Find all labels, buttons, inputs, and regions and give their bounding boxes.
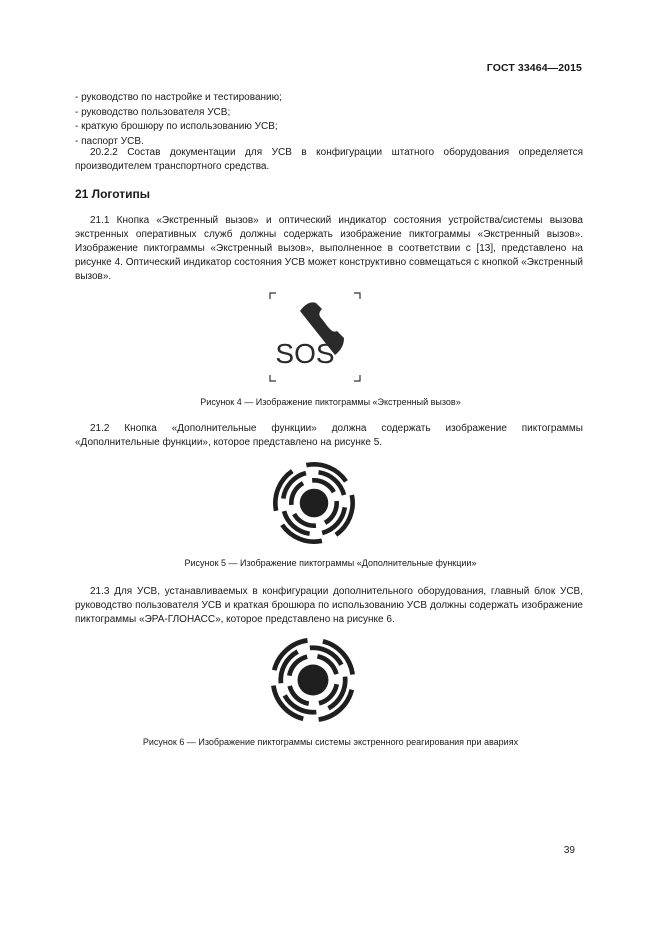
center-dot [300, 489, 329, 518]
era-glonass-icon [270, 637, 356, 723]
figure-6-caption: Рисунок 6 — Изображение пиктограммы системы экстренного реагирования при авариях [142, 737, 519, 747]
paragraph-21-1-block [75, 214, 583, 284]
sos-text: SOS [275, 338, 335, 369]
paragraph-21-2: 21.2 Кнопка «Дополнительные функции» должна содержать изображение пиктограммы «Дополнительные функции», которое представлено на рисунке 5. [75, 423, 583, 448]
documentation-list [75, 91, 583, 149]
list-item: - руководство пользователя УСВ; [75, 106, 231, 118]
paragraph-21-3-block [75, 585, 583, 627]
list-item: - руководство по настройке и тестированию; [75, 92, 282, 103]
paragraph-21-2-block [75, 422, 583, 450]
figure-4-caption: Рисунок 4 — Изображение пиктограммы «Экстренный вызов» [200, 397, 461, 407]
paragraph-20-2-2-block [75, 146, 583, 174]
section-title: 21 Логотипы [75, 187, 151, 201]
sos-emergency-icon [266, 289, 364, 385]
standard-header: ГОСТ 33464—2015 [486, 62, 582, 74]
paragraph-21-3: 21.3 Для УСВ, устанавливаемых в конфигурации дополнительного оборудования, главный блок УСВ, руководство пользователя УСВ и краткая брошюра по использованию УСВ должны содержать изображение пиктограммы «ЭРА-ГЛОНАСС», которое представлено на рисунке 6. [75, 586, 583, 625]
page-number: 39 [563, 845, 575, 856]
additional-functions-icon [272, 461, 356, 545]
paragraph-21-1: 21.1 Кнопка «Экстренный вызов» и оптический индикатор состояния устройства/системы вызова экстренных оперативных служб должны содержать изображение пиктограммы «Экстренный вызов». Изображение пиктограммы «Экстренный вызов», выполненное в соответствии с [13], представлено на рисунке 4. Оптический индикатор состояния УСВ может конструктивно совмещаться с кнопкой «Экстренный вызов». [75, 215, 583, 282]
figure-5-caption: Рисунок 5 — Изображение пиктограммы «Дополнительные функции» [184, 558, 477, 568]
center-dot [298, 665, 329, 696]
list-item: - паспорт УСВ. [75, 135, 144, 147]
list-item: - краткую брошюру по использованию УСВ; [75, 121, 278, 132]
paragraph-20-2-2: 20.2.2 Состав документации для УСВ в конфигурации штатного оборудования определяется производителем транспортного средства. [75, 147, 583, 172]
